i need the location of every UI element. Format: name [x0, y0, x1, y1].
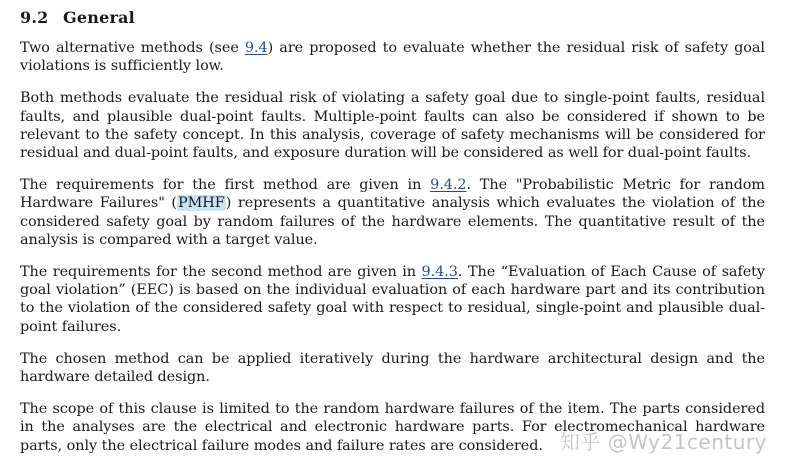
paragraph-text: ) represents a quantitative analysis which evaluates the violation of the considered safety goal by random failures of the hardware elements. The quantitative result of the analysis is compared with a target value. — [20, 195, 765, 248]
paragraph-second-method — [20, 263, 765, 336]
clause-link-9-4[interactable]: 9.4 — [244, 40, 268, 56]
clause-link-9-4-3[interactable]: 9.4.3 — [421, 264, 458, 281]
paragraph-residual-risk: Both methods evaluate the residual risk of violating a safety goal due to single-point faults, residual faults, and plausible dual-point faults. Multiple-point faults can also be considered if shown to be relevant to the safety concept. In this analysis, coverage of safety mechanisms will be considered for residual and dual-point faults, and exposure duration will be considered as well for dual-point faults. — [20, 90, 765, 162]
paragraph-text: . The “Evaluation of Each Cause of safety goal violation” (EEC) is based on the individual evaluation of each hardware part and its contribution to the violation of the considered safety goal with respect to residual, single-point and plausible dual-point failures. — [20, 264, 765, 335]
paragraph-text: . The "Probabilistic Metric for random Hardware Failures" ( — [20, 177, 765, 212]
document-page — [20, 8, 765, 455]
section-title: General — [63, 8, 135, 27]
paragraph-first-method — [20, 176, 765, 249]
section-number: 9.2 — [20, 8, 49, 27]
watermark: 知乎 @Wy21century — [559, 430, 767, 454]
clause-link-9-4-2[interactable]: 9.4.2 — [430, 177, 467, 194]
selected-text-pmhf[interactable]: PMHF — [177, 195, 225, 212]
paragraph-methods-intro — [20, 39, 765, 75]
paragraph-text: Two alternative methods (see — [20, 40, 245, 56]
paragraph-text: The requirements for the first method are given in — [20, 177, 431, 194]
section-heading — [20, 8, 765, 28]
paragraph-scope: The scope of this clause is limited to the random hardware failures of the item. The parts considered in the analyses are the electrical and electronic hardware parts. For electromechanical hardware parts, only the electrical failure modes and failure rates are considered. — [20, 401, 765, 454]
paragraph-text: ) are proposed to evaluate whether the residual risk of safety goal violations is sufficiently low. — [20, 40, 765, 75]
paragraph-iterative: The chosen method can be applied iteratively during the hardware architectural design and the hardware detailed design. — [20, 350, 765, 386]
paragraph-text: The requirements for the second method are given in — [20, 264, 422, 281]
